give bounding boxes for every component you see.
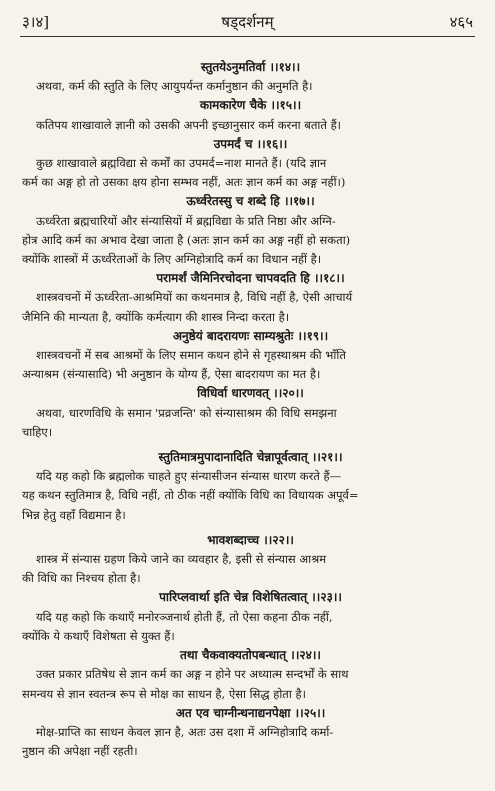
text-line: यह कथन स्तुतिमात्र है, विधि नहीं, तो ठीक नहीं क्योंकि विधि का विधायक अपूर्व=	[22, 488, 359, 503]
text-line: क्योंकि ये कथाएँ विशेषता से युक्त हैं।	[22, 628, 175, 643]
sutra-heading: विधिर्वा धारणवत् ।।२०।।	[197, 386, 304, 401]
sutra-heading: ऊर्ध्वरेतस्सु च शब्दे हि ।।१७।।	[186, 194, 315, 209]
text-line: नुष्ठान की अपेक्षा नहीं रहती।	[22, 744, 138, 759]
text-line: ऊर्ध्वरेता ब्रह्मचारियों और संन्यासियों में ब्रह्मविद्या के प्रति निष्ठा और अग्नि-	[36, 213, 336, 228]
sutra-heading: अनुष्ठेयं बादरायणः साम्यश्रुतेः ।।१९।।	[172, 328, 329, 343]
book-title: षड्दर्शनम्	[221, 13, 274, 31]
text-line: कर्म का अङ्ग हो तो उसका क्षय होना सम्भव नहीं, अतः ज्ञान कर्म का अङ्ग नहीं।)	[22, 175, 346, 190]
sutra-heading: उपमर्दं च ।।१६।।	[213, 136, 288, 151]
text-line: अथवा, कर्म की स्तुति के लिए आयुपर्यन्त कर्मानुष्ठान की अनुमति है।	[36, 79, 313, 94]
running-header	[22, 8, 473, 34]
text-line: अथवा, धारणविधि के समान 'प्रव्रजन्ति' को संन्यासाश्रम की विधि समझना	[36, 405, 337, 420]
text-line: शास्त्रवचनों में सब आश्रमों के लिए समान कथन होने से गृहस्थाश्रम की भाँति	[36, 348, 346, 363]
sutra-heading: कामकारेण चैके ।।१५।।	[199, 98, 302, 113]
text-line: यदि यह कहो कि ब्रह्मलोक चाहते हुए संन्यासीजन संन्यास धारण करते हैं—	[36, 469, 342, 484]
chapter-ref: ३।४]	[22, 13, 50, 31]
text-line: यदि यह कहो कि कथाएँ मनोरञ्जनार्थ होती हैं, तो ऐसा कहना ठीक नहीं,	[36, 609, 333, 624]
header-rule	[20, 36, 475, 37]
text-line: क्योंकि शास्त्रों में ऊर्ध्वरेताओं के लिए अग्निहोत्रादि कर्म का विधान नहीं है।	[22, 252, 322, 267]
text-line: मोक्ष-प्राप्ति का साधन केवल ज्ञान है, अतः उस दशा में अग्निहोत्रादि कर्मा-	[36, 724, 334, 739]
sutra-heading: स्तुतयेऽनुमतिर्वा ।।१४।।	[200, 60, 301, 74]
text-line: होत्र आदि कर्म का अभाव देखा जाता है (अतः ज्ञान कर्म का अङ्ग नहीं हो सकता)	[22, 232, 351, 247]
sutra-heading: परामर्शं जैमिनिरचोदना चापवदति हि ।।१८।।	[156, 271, 345, 286]
text-line: अन्याश्रम (संन्यासादि) भी अनुष्ठान के योग्य हैं, ऐसा बादरायण का मत है।	[22, 367, 321, 382]
text-line: कुछ शाखावाले ब्रह्मविद्या से कर्मों का उपमर्द=नाश मानते हैं। (यदि ज्ञान	[36, 156, 327, 171]
page-body	[22, 58, 479, 761]
sutra-heading: स्तुतिमात्रमुपादानादिति चेन्नापूर्वत्वात् ।।२१।।	[158, 450, 343, 465]
text-line: शास्त्रवचनों में ऊर्ध्वरेता-आश्रमियों का कथनमात्र है, विधि नहीं है, ऐसी आचार्य	[36, 290, 353, 305]
text-line: चाहिए।	[22, 424, 53, 439]
text-line: शास्त्र में संन्यास ग्रहण किये जाने का व्यवहार है, इसी से संन्यास आश्रम	[36, 552, 327, 567]
text-line: की विधि का निश्चय होता है।	[22, 571, 141, 586]
text-line: समन्वय से ज्ञान स्वतन्त्र रूप से मोक्ष का साधन है, ऐसा सिद्ध होता है।	[22, 686, 306, 701]
sutra-heading: तथा चैकवाक्यतोपबन्धात् ।।२४।।	[180, 648, 321, 663]
text-line: उक्त प्रकार प्रतिषेध से ज्ञान कर्म का अङ्ग न होने पर अध्यात्म सन्दर्भों के साथ	[36, 667, 349, 682]
sutra-heading: अत एव चाग्नीन्धनाद्यनपेक्षा ।।२५।।	[175, 705, 326, 720]
sutra-heading: पारिप्लवार्था इति चेन्न विशेषितत्वात् ।।२३।।	[159, 590, 342, 605]
text-line: जैमिनि की मान्यता है, क्योंकि कर्मत्याग की शास्त्र निन्दा करता है।	[22, 309, 290, 324]
sutra-heading: भावशब्दाच्च ।।२२।।	[207, 532, 294, 547]
text-line: भिन्न हेतु वहाँ विद्यमान है।	[22, 507, 126, 522]
page-number: ४६५	[449, 13, 473, 31]
text-line: कतिपय शाखावाले ज्ञानी को उसकी अपनी इच्छानुसार कर्म करना बताते हैं।	[36, 117, 342, 132]
